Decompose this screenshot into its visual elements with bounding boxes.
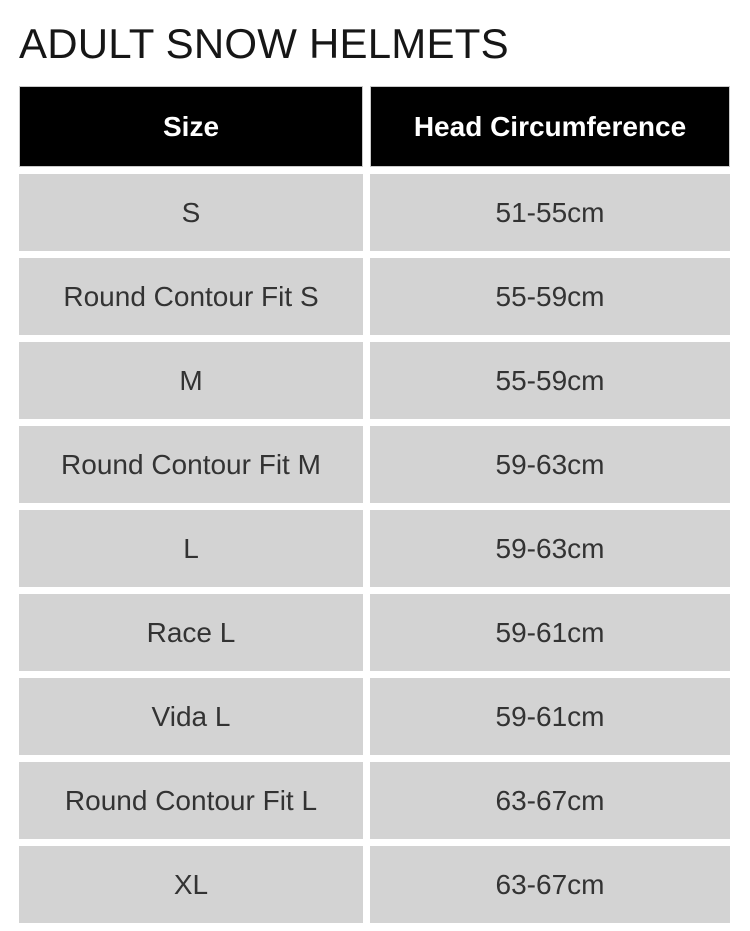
header-cell-head-circumference: Head Circumference xyxy=(370,86,730,167)
circumference-cell: 59-61cm xyxy=(370,594,730,671)
circumference-cell: 63-67cm xyxy=(370,846,730,923)
circumference-cell: 59-63cm xyxy=(370,426,730,503)
size-cell: L xyxy=(19,510,363,587)
circumference-cell: 55-59cm xyxy=(370,258,730,335)
circumference-cell: 63-67cm xyxy=(370,762,730,839)
size-cell: Round Contour Fit M xyxy=(19,426,363,503)
size-chart-table xyxy=(19,86,730,923)
circumference-cell: 59-61cm xyxy=(370,678,730,755)
size-cell: Race L xyxy=(19,594,363,671)
size-cell: S xyxy=(19,174,363,251)
size-cell: Vida L xyxy=(19,678,363,755)
circumference-cell: 59-63cm xyxy=(370,510,730,587)
size-cell: Round Contour Fit S xyxy=(19,258,363,335)
header-cell-size: Size xyxy=(19,86,363,167)
circumference-cell: 51-55cm xyxy=(370,174,730,251)
page-title: ADULT SNOW HELMETS xyxy=(19,20,509,67)
size-cell: XL xyxy=(19,846,363,923)
size-cell: M xyxy=(19,342,363,419)
size-cell: Round Contour Fit L xyxy=(19,762,363,839)
circumference-cell: 55-59cm xyxy=(370,342,730,419)
